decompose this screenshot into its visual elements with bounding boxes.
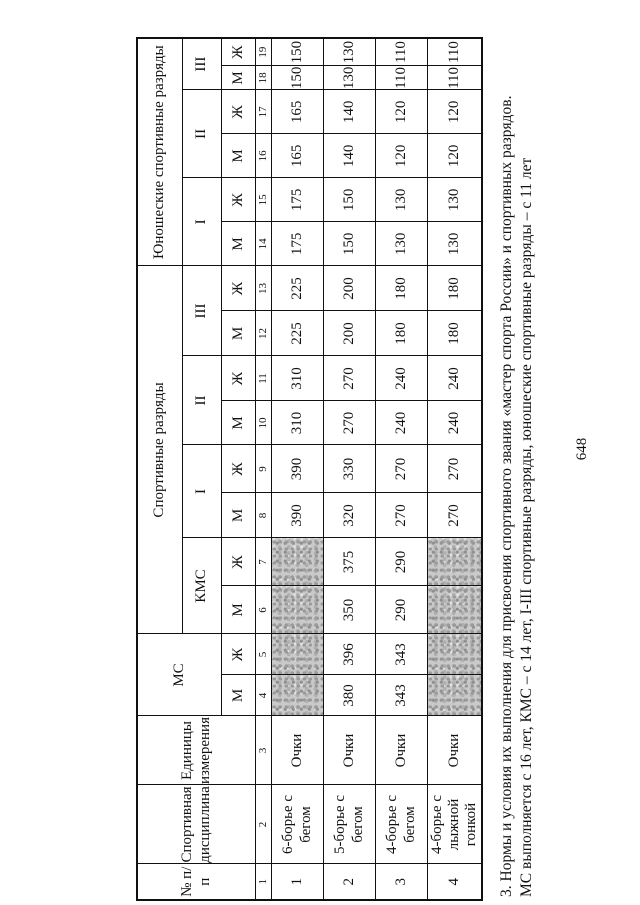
value-cell: 120 xyxy=(376,134,428,178)
table-row xyxy=(272,38,324,900)
value-cell: 180 xyxy=(376,311,428,356)
value-cell: 390 xyxy=(272,445,324,493)
value-cell: 130 xyxy=(376,178,428,222)
value-cell: 120 xyxy=(428,90,483,134)
value-cell: 330 xyxy=(324,445,376,493)
column-number: 8 xyxy=(256,493,272,538)
header-female: Ж xyxy=(222,266,256,311)
value-cell: 343 xyxy=(376,634,428,675)
table-row xyxy=(324,38,376,900)
value-cell: 310 xyxy=(272,401,324,445)
header-youth-rank-2: II xyxy=(183,90,222,178)
header-rank-3: III xyxy=(183,266,222,356)
header-units: Единицы измерения xyxy=(137,716,256,785)
column-number: 6 xyxy=(256,586,272,634)
header-female: Ж xyxy=(222,356,256,401)
unit-cell: Очки xyxy=(272,716,324,785)
column-number: 19 xyxy=(256,38,272,66)
column-number: 14 xyxy=(256,222,272,266)
column-number: 3 xyxy=(256,716,272,785)
value-cell: 130 xyxy=(324,66,376,90)
value-cell: 165 xyxy=(272,134,324,178)
value-cell: 225 xyxy=(272,311,324,356)
value-cell: 180 xyxy=(376,266,428,311)
not-applicable-cell xyxy=(272,586,324,634)
column-number: 11 xyxy=(256,356,272,401)
header-female: Ж xyxy=(222,178,256,222)
header-kms: КМС xyxy=(183,538,222,634)
header-male: М xyxy=(222,222,256,266)
discipline-cell: 6-борье с бегом xyxy=(272,785,324,864)
header-discipline: Спортивная дисциплина xyxy=(137,785,256,864)
value-cell: 120 xyxy=(376,90,428,134)
unit-cell: Очки xyxy=(324,716,376,785)
header-sport-ranks: Спортивные разряды xyxy=(137,266,183,634)
value-cell: 150 xyxy=(272,66,324,90)
column-number: 17 xyxy=(256,90,272,134)
not-applicable-cell xyxy=(272,675,324,716)
header-male: М xyxy=(222,401,256,445)
value-cell: 110 xyxy=(376,38,428,66)
header-youth-rank-1: I xyxy=(183,178,222,266)
value-cell: 396 xyxy=(324,634,376,675)
header-male: М xyxy=(222,675,256,716)
value-cell: 375 xyxy=(324,538,376,586)
discipline-cell: 4-борье с бегом xyxy=(376,785,428,864)
header-female: Ж xyxy=(222,38,256,66)
row-number: 1 xyxy=(272,864,324,900)
value-cell: 240 xyxy=(428,356,483,401)
header-male: М xyxy=(222,493,256,538)
value-cell: 270 xyxy=(428,493,483,538)
value-cell: 390 xyxy=(272,493,324,538)
header-female: Ж xyxy=(222,634,256,675)
caption-age-conditions: МС выполняется с 16 лет, КМС – с 14 лет, I-III спортивные разряды, юношеские спортивные разряды – с 11 лет xyxy=(518,157,535,897)
value-cell: 380 xyxy=(324,675,376,716)
value-cell: 343 xyxy=(376,675,428,716)
value-cell: 320 xyxy=(324,493,376,538)
value-cell: 290 xyxy=(376,538,428,586)
value-cell: 165 xyxy=(272,90,324,134)
table-row xyxy=(428,38,483,900)
column-number: 10 xyxy=(256,401,272,445)
value-cell: 130 xyxy=(428,178,483,222)
value-cell: 270 xyxy=(324,401,376,445)
value-cell: 110 xyxy=(376,66,428,90)
discipline-cell: 4-борье с лыжной гонкой xyxy=(428,785,483,864)
norms-table xyxy=(136,37,483,901)
column-number: 15 xyxy=(256,178,272,222)
table-row xyxy=(376,38,428,900)
column-number: 2 xyxy=(256,785,272,864)
value-cell: 270 xyxy=(428,445,483,493)
value-cell: 270 xyxy=(376,493,428,538)
caption-title: 3. Нормы и условия их выполнения для присвоения спортивного звания «мастер спорта России» и спортивных разрядов. xyxy=(498,95,515,897)
row-number: 2 xyxy=(324,864,376,900)
value-cell: 200 xyxy=(324,266,376,311)
header-male: М xyxy=(222,66,256,90)
column-number: 16 xyxy=(256,134,272,178)
value-cell: 200 xyxy=(324,311,376,356)
header-male: М xyxy=(222,311,256,356)
value-cell: 130 xyxy=(428,222,483,266)
page-number: 648 xyxy=(574,437,590,461)
value-cell: 175 xyxy=(272,222,324,266)
not-applicable-cell xyxy=(272,538,324,586)
value-cell: 120 xyxy=(428,134,483,178)
header-female: Ж xyxy=(222,538,256,586)
header-num: № п/п xyxy=(137,864,256,900)
column-number: 1 xyxy=(256,864,272,900)
value-cell: 140 xyxy=(324,90,376,134)
row-number: 4 xyxy=(428,864,483,900)
column-number: 13 xyxy=(256,266,272,311)
unit-cell: Очки xyxy=(376,716,428,785)
header-rank-2: II xyxy=(183,356,222,445)
not-applicable-cell xyxy=(272,634,324,675)
header-ms: МС xyxy=(137,634,222,716)
header-female: Ж xyxy=(222,445,256,493)
column-number: 5 xyxy=(256,634,272,675)
value-cell: 150 xyxy=(272,38,324,66)
value-cell: 150 xyxy=(324,222,376,266)
value-cell: 240 xyxy=(428,401,483,445)
not-applicable-cell xyxy=(428,538,483,586)
value-cell: 240 xyxy=(376,401,428,445)
row-number: 3 xyxy=(376,864,428,900)
column-number: 7 xyxy=(256,538,272,586)
not-applicable-cell xyxy=(428,586,483,634)
value-cell: 180 xyxy=(428,311,483,356)
value-cell: 240 xyxy=(376,356,428,401)
value-cell: 350 xyxy=(324,586,376,634)
value-cell: 110 xyxy=(428,66,483,90)
column-number: 4 xyxy=(256,675,272,716)
column-number: 12 xyxy=(256,311,272,356)
value-cell: 180 xyxy=(428,266,483,311)
header-youth-ranks: Юношеские спортивные разряды xyxy=(137,38,183,266)
header-male: М xyxy=(222,134,256,178)
column-number: 18 xyxy=(256,66,272,90)
header-female: Ж xyxy=(222,90,256,134)
value-cell: 110 xyxy=(428,38,483,66)
value-cell: 140 xyxy=(324,134,376,178)
value-cell: 310 xyxy=(272,356,324,401)
not-applicable-cell xyxy=(428,675,483,716)
value-cell: 290 xyxy=(376,586,428,634)
header-youth-rank-3: III xyxy=(183,38,222,90)
not-applicable-cell xyxy=(428,634,483,675)
value-cell: 270 xyxy=(376,445,428,493)
discipline-cell: 5-борье с бегом xyxy=(324,785,376,864)
value-cell: 130 xyxy=(376,222,428,266)
value-cell: 175 xyxy=(272,178,324,222)
value-cell: 150 xyxy=(324,178,376,222)
value-cell: 130 xyxy=(324,38,376,66)
header-rank-1: I xyxy=(183,445,222,538)
value-cell: 270 xyxy=(324,356,376,401)
unit-cell: Очки xyxy=(428,716,483,785)
value-cell: 225 xyxy=(272,266,324,311)
column-number: 9 xyxy=(256,445,272,493)
header-male: М xyxy=(222,586,256,634)
